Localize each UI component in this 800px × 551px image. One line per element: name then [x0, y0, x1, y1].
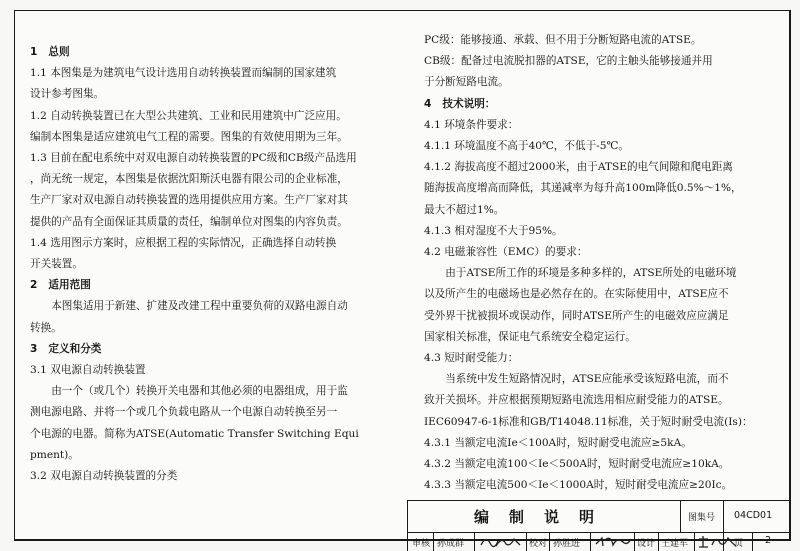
- section-heading: 1 总则: [30, 46, 70, 58]
- proofreader-signature: [593, 533, 633, 550]
- proofreader-name: 孙胜进: [553, 539, 581, 549]
- atlas-number-label: 图集号: [688, 513, 716, 523]
- paragraph-line: 最大不超过1%。: [424, 203, 505, 216]
- divider: [433, 532, 434, 551]
- paragraph-line: 4.2 电磁兼容性（EMC）的要求：: [424, 246, 588, 259]
- paragraph-line: 本图集适用于新建、扩建及改建工程中重要负荷的双路电源自动: [51, 300, 348, 313]
- paragraph-line: 受外界干扰被损坏或误动作，同时ATSE所产生的电磁效应应满足: [424, 309, 729, 322]
- atlas-number: 04CD01: [734, 510, 773, 521]
- paragraph-line: ，尚无统一规定，本图集是依据沈阳斯沃电器有限公司的企业标准，: [30, 173, 348, 186]
- reviewer-name: 孙成群: [437, 539, 465, 549]
- title-block-signature-row: [408, 532, 789, 551]
- paragraph-line: PC级：能够接通、承载、但不用于分断短路电流的ATSE。: [424, 34, 702, 46]
- title-block: [407, 500, 789, 551]
- paragraph-line: 以及所产生的电磁场也是必然存在的。在实际使用中，ATSE应不: [424, 288, 729, 301]
- paragraph-line: CB级：配备过电流脱扣器的ATSE，它的主触头能够接通并用: [424, 55, 713, 68]
- paragraph-line: 4.3.1 当额定电流Ie＜100A时，短时耐受电流应≥5kA。: [424, 436, 692, 449]
- paragraph-line: 4.1.1 环境温度不高于40℃，不低于-5℃。: [424, 140, 629, 153]
- paragraph-line: 4.3.3 当额定电流500＜Ie＜1000A时，短时耐受电流应≥20Ic。: [424, 479, 733, 492]
- paragraph-line: 4.1.3 相对湿度不大于95%。: [424, 224, 563, 237]
- paragraph-line: 随海拔高度增高而降低，其递减率为每升高100m降低0.5%～1%，: [424, 182, 742, 195]
- paragraph-line: 1.3 目前在配电系统中对双电源自动转换装置的PC级和CB级产品选用: [30, 152, 357, 165]
- divider: [694, 532, 695, 551]
- paragraph-line: IEC60947-6-1标准和GB/T14048.11标准，关于短时耐受电流(Is)：: [424, 415, 753, 428]
- paragraph-line: 当系统中发生短路情况时，ATSE应能承受该短路电流，而不: [445, 373, 729, 386]
- designer-name: 王建军: [661, 539, 689, 549]
- divider: [634, 532, 635, 551]
- paragraph-line: 3.2 双电源自动转换装置的分类: [30, 470, 178, 483]
- paragraph-line: 4.3 短时耐受能力：: [424, 352, 519, 365]
- paragraph-line: 个电源的电器。简称为ATSE(Automatic Transfer Switching Equi: [30, 427, 359, 440]
- page-label: 页: [734, 539, 744, 549]
- paragraph-line: 由一个（或几个）转换开关电器和其他必须的电器组成，用于监: [51, 385, 348, 398]
- divider: [723, 501, 724, 532]
- paragraph-line: 转换。: [30, 321, 62, 334]
- paragraph-line: 编制本图集是适应建筑电气工程的需要。图集的有效使用期为三年。: [30, 130, 348, 143]
- divider: [549, 532, 550, 551]
- section-heading: 3 定义和分类: [30, 342, 102, 355]
- paragraph-line: 由于ATSE所工作的环境是多种多样的，ATSE所处的电磁环境: [445, 267, 737, 280]
- paragraph-line: 开关装置。: [30, 258, 83, 271]
- divider: [723, 532, 724, 551]
- paragraph-line: 设计参考图集。: [30, 88, 105, 101]
- paragraph-line: 4.3.2 当额定电流100＜Ie＜500A时，短时耐受电流应≥10kA。: [424, 458, 730, 471]
- review-label: 审核: [412, 539, 431, 549]
- paragraph-line: 致开关损坏。并应根据预期短路电流选用相应耐受能力的ATSE。: [424, 394, 729, 407]
- paragraph-line: 1.2 自动转换装置已在大型公共建筑、工业和民用建筑中广泛应用。: [30, 109, 347, 122]
- paragraph-line: 4.1.2 海拔高度不超过2000米，由于ATSE的电气间隙和爬电距离: [424, 161, 733, 174]
- paragraph-line: 国家相关标准，保证电气系统安全稳定运行。: [424, 330, 636, 343]
- paragraph-line: pment)。: [30, 448, 79, 461]
- divider: [752, 532, 753, 551]
- document-title: 编制说明: [473, 508, 614, 526]
- section-heading: 4 技术说明：: [424, 97, 496, 110]
- page-number: 2: [765, 535, 772, 546]
- divider: [658, 532, 659, 551]
- section-heading: 2 适用范围: [30, 279, 91, 292]
- right-text-column: [424, 30, 784, 496]
- design-label: 设计: [637, 539, 656, 549]
- divider: [474, 532, 475, 551]
- reviewer-signature: [478, 533, 524, 550]
- paragraph-line: 于分断短路电流。: [424, 76, 509, 89]
- divider: [590, 532, 591, 551]
- paragraph-line: 测电源电路、并将一个或几个负载电路从一个电源自动转换至另一: [30, 406, 338, 419]
- paragraph-line: 4.1 环境条件要求：: [424, 118, 519, 131]
- paragraph-line: 3.1 双电源自动转换装置: [30, 364, 146, 377]
- proofread-label: 校对: [529, 539, 548, 549]
- paragraph-line: 提供的产品有全面保证其质量的责任，编制单位对图集的内容负责。: [30, 215, 348, 228]
- divider: [680, 501, 681, 532]
- paragraph-line: 1.4 选用图示方案时，应根据工程的实际情况，正确选择自动转换: [30, 236, 337, 249]
- paragraph-line: 生产厂家对双电源自动转换装置的选用提供应用方案。生产厂家对其: [30, 194, 348, 207]
- paragraph-line: 1.1 本图集是为建筑电气设计选用自动转换装置而编制的国家建筑: [30, 67, 337, 80]
- divider: [526, 532, 527, 551]
- title-block-top-row: [408, 501, 789, 533]
- left-text-column: [30, 42, 406, 487]
